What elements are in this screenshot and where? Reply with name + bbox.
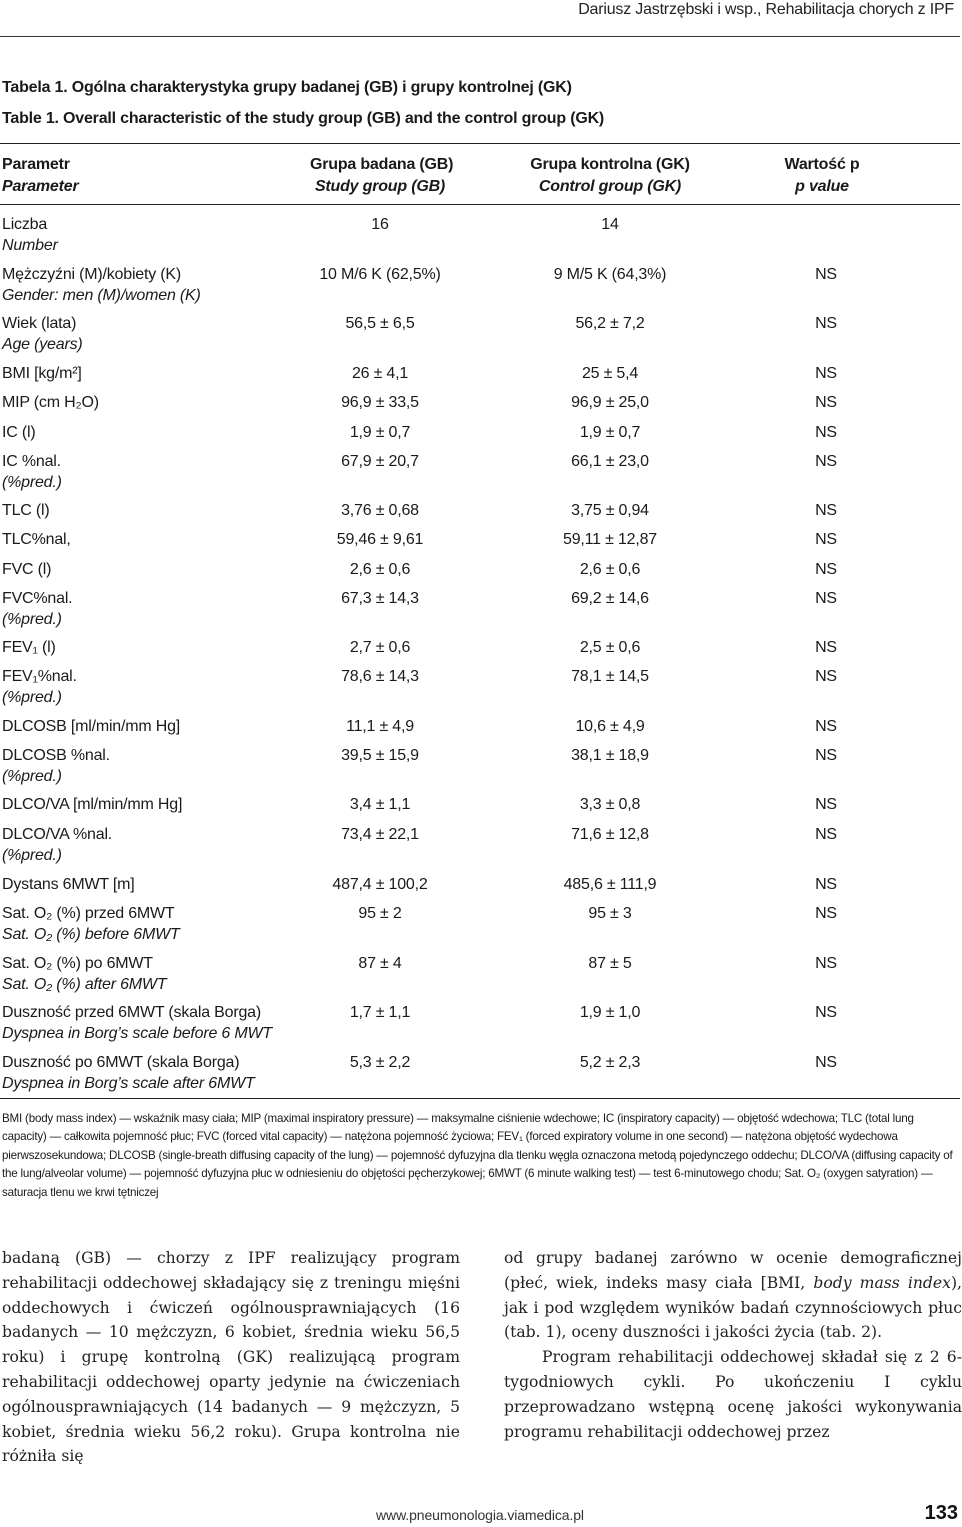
control-group-value: 3,3 ± 0,8 bbox=[579, 796, 641, 813]
column-header-study-group bbox=[310, 154, 454, 198]
param-cell bbox=[2, 313, 322, 355]
control-group-value: 1,9 ± 1,0 bbox=[579, 1004, 641, 1021]
control-group-value: 95 ± 3 bbox=[588, 905, 632, 922]
column-header-p-value bbox=[780, 154, 864, 198]
p-value: NS bbox=[815, 365, 837, 382]
control-group-value: 2,6 ± 0,6 bbox=[579, 561, 641, 578]
param-cell bbox=[2, 451, 322, 493]
param-label-pl: TLC%nal, bbox=[2, 531, 71, 548]
study-group-value: 96,9 ± 33,5 bbox=[341, 394, 419, 411]
body-text: ), jak i pod względem wyników badań czynnościowych płuc (tab. 1), oceny duszności i jakości życia (tab. 2). bbox=[504, 1273, 962, 1342]
param-label-pl: FVC (l) bbox=[2, 561, 52, 578]
column-header-pl: Grupa badana (GB) bbox=[310, 156, 454, 173]
table-caption-en: Table 1. Overall characteristic of the study group (GB) and the control group (GK) bbox=[2, 110, 605, 127]
param-cell bbox=[2, 745, 322, 787]
param-label-en: Sat. O₂ (%) after 6MWT bbox=[2, 976, 167, 993]
table-header-rule bbox=[0, 204, 960, 205]
footer-url[interactable]: www.pneumonologia.viamedica.pl bbox=[376, 1507, 584, 1523]
param-cell bbox=[2, 953, 322, 995]
column-header-en: Study group (GB) bbox=[314, 178, 446, 195]
param-label-pl: DLCOSB [ml/min/mm Hg] bbox=[2, 718, 181, 735]
p-value: NS bbox=[815, 453, 837, 470]
param-cell bbox=[2, 392, 322, 413]
param-cell bbox=[2, 794, 322, 815]
body-text-italic: body mass index bbox=[813, 1273, 951, 1292]
param-cell bbox=[2, 363, 322, 384]
study-group-value: 11,1 ± 4,9 bbox=[346, 718, 414, 735]
control-group-value: 59,11 ± 12,87 bbox=[563, 531, 657, 548]
control-group-value: 1,9 ± 0,7 bbox=[579, 424, 641, 441]
control-group-value: 485,6 ± 111,9 bbox=[563, 876, 657, 893]
control-group-value: 3,75 ± 0,94 bbox=[571, 502, 649, 519]
p-value: NS bbox=[815, 502, 837, 519]
p-value: NS bbox=[815, 531, 837, 548]
control-group-value: 56,2 ± 7,2 bbox=[575, 315, 645, 332]
param-cell bbox=[2, 824, 322, 866]
p-value: NS bbox=[815, 905, 837, 922]
p-value: NS bbox=[815, 796, 837, 813]
control-group-value: 78,1 ± 14,5 bbox=[571, 668, 649, 685]
param-label-pl: BMI [kg/m²] bbox=[2, 365, 82, 382]
study-group-value: 78,6 ± 14,3 bbox=[341, 668, 419, 685]
control-group-value: 96,9 ± 25,0 bbox=[571, 394, 649, 411]
param-label-en: Gender: men (M)/women (K) bbox=[2, 287, 201, 304]
column-header-pl: Parametr bbox=[2, 156, 70, 173]
p-value: NS bbox=[815, 561, 837, 578]
param-cell bbox=[2, 588, 322, 630]
study-group-value: 59,46 ± 9,61 bbox=[336, 531, 424, 548]
p-value: NS bbox=[815, 955, 837, 972]
p-value: NS bbox=[815, 394, 837, 411]
param-label-pl: TLC (l) bbox=[2, 502, 50, 519]
param-cell bbox=[2, 264, 322, 306]
control-group-value: 9 M/5 K (64,3%) bbox=[553, 266, 667, 283]
table-caption-pl: Tabela 1. Ogólna charakterystyka grupy badanej (GB) i grupy kontrolnej (GK) bbox=[2, 79, 572, 96]
control-group-value: 71,6 ± 12,8 bbox=[571, 826, 649, 843]
param-cell bbox=[2, 1002, 322, 1044]
param-label-pl: DLCO/VA %nal. bbox=[2, 826, 113, 843]
page-number: 133 bbox=[924, 1502, 958, 1524]
table-top-rule bbox=[0, 143, 960, 144]
param-label-en: (%pred.) bbox=[2, 689, 62, 706]
param-label-en: (%pred.) bbox=[2, 847, 62, 864]
control-group-value: 2,5 ± 0,6 bbox=[579, 639, 641, 656]
study-group-value: 1,9 ± 0,7 bbox=[349, 424, 411, 441]
param-label-pl: Dystans 6MWT [m] bbox=[2, 876, 135, 893]
param-cell bbox=[2, 559, 322, 580]
control-group-value: 69,2 ± 14,6 bbox=[571, 590, 649, 607]
body-paragraph: Program rehabilitacji oddechowej składał się z 2 6-tygodniowych cykli. Po ukończeniu I cyklu przeprowadzano wstępną ocenę jakości wykonywania programu rehabilitacji oddechowej przez bbox=[504, 1348, 962, 1441]
param-label-en: (%pred.) bbox=[2, 474, 62, 491]
study-group-value: 1,7 ± 1,1 bbox=[349, 1004, 411, 1021]
param-label-en: (%pred.) bbox=[2, 611, 62, 628]
study-group-value: 3,76 ± 0,68 bbox=[341, 502, 419, 519]
column-header-pl: Grupa kontrolna (GK) bbox=[530, 156, 690, 173]
p-value: NS bbox=[815, 266, 837, 283]
study-group-value: 56,5 ± 6,5 bbox=[345, 315, 415, 332]
param-label-pl: Wiek (lata) bbox=[2, 315, 77, 332]
p-value: NS bbox=[815, 718, 837, 735]
body-paragraph: badaną (GB) — chorzy z IPF realizujący program rehabilitacji oddechowej składający się z treningu mięśni oddechowych i ćwiczeń ogólnousprawniających (16 badanych — 10 mężczyzn, 6 kobiet, średnia wieku 56,5 roku) i grupę kontrolną (GK) realizującą program rehabilitacji oddechowej oparty jedynie na ćwiczeniach ogólnousprawniających (14 badanych — 9 mężczyzn, 5 kobiet, średnia wieku 56,2 roku). Grupa kontrolna nie różniła się bbox=[2, 1249, 460, 1466]
p-value: NS bbox=[815, 747, 837, 764]
column-header-pl: Wartość p bbox=[784, 156, 860, 173]
param-cell bbox=[2, 500, 322, 521]
param-label-en: Age (years) bbox=[2, 336, 83, 353]
p-value: NS bbox=[815, 424, 837, 441]
param-label-en: Number bbox=[2, 237, 58, 254]
control-group-value: 38,1 ± 18,9 bbox=[571, 747, 649, 764]
study-group-value: 3,4 ± 1,1 bbox=[349, 796, 411, 813]
column-header-en: p value bbox=[795, 178, 849, 195]
header-title: Rehabilitacja chorych z IPF bbox=[765, 1, 954, 18]
p-value: NS bbox=[815, 668, 837, 685]
study-group-value: 5,3 ± 2,2 bbox=[349, 1054, 411, 1071]
param-label-pl: Sat. O₂ (%) przed 6MWT bbox=[2, 905, 175, 922]
param-label-pl: FEV₁ (l) bbox=[2, 639, 56, 656]
param-cell bbox=[2, 666, 322, 708]
study-group-value: 73,4 ± 22,1 bbox=[341, 826, 419, 843]
table-bottom-rule bbox=[0, 1098, 960, 1099]
p-value: NS bbox=[815, 590, 837, 607]
p-value: NS bbox=[815, 1054, 837, 1071]
control-group-value: 25 ± 5,4 bbox=[581, 365, 639, 382]
control-group-value: 66,1 ± 23,0 bbox=[571, 453, 649, 470]
param-label-pl: FVC%nal. bbox=[2, 590, 73, 607]
running-header bbox=[578, 0, 954, 22]
param-cell bbox=[2, 529, 322, 550]
param-label-pl: Sat. O₂ (%) po 6MWT bbox=[2, 955, 153, 972]
study-group-value: 487,4 ± 100,2 bbox=[332, 876, 428, 893]
param-label-pl: DLCO/VA [ml/min/mm Hg] bbox=[2, 796, 183, 813]
param-label-pl: IC (l) bbox=[2, 424, 36, 441]
control-group-value: 14 bbox=[601, 216, 619, 233]
param-cell bbox=[2, 716, 322, 737]
header-rule bbox=[0, 36, 960, 37]
p-value: NS bbox=[815, 876, 837, 893]
study-group-value: 16 bbox=[371, 216, 389, 233]
control-group-value: 5,2 ± 2,3 bbox=[579, 1054, 641, 1071]
param-label-pl: MIP (cm H₂O) bbox=[2, 394, 99, 411]
body-column-right bbox=[504, 1246, 962, 1444]
column-header-parameter bbox=[2, 154, 78, 198]
param-label-pl: IC %nal. bbox=[2, 453, 61, 470]
study-group-value: 10 M/6 K (62,5%) bbox=[319, 266, 441, 283]
study-group-value: 67,3 ± 14,3 bbox=[341, 590, 419, 607]
param-label-pl: Mężczyźni (M)/kobiety (K) bbox=[2, 266, 182, 283]
param-label-pl: DLCOSB %nal. bbox=[2, 747, 110, 764]
study-group-value: 67,9 ± 20,7 bbox=[341, 453, 419, 470]
control-group-value: 87 ± 5 bbox=[588, 955, 632, 972]
column-header-en: Control group (GK) bbox=[538, 178, 682, 195]
header-authors: Dariusz Jastrzębski i wsp., bbox=[578, 1, 762, 18]
param-label-pl: Duszność przed 6MWT (skala Borga) bbox=[2, 1004, 261, 1021]
param-cell bbox=[2, 1052, 322, 1094]
study-group-value: 26 ± 4,1 bbox=[351, 365, 409, 382]
body-column-left bbox=[2, 1246, 460, 1469]
p-value: NS bbox=[815, 315, 837, 332]
param-label-en: (%pred.) bbox=[2, 768, 62, 785]
param-cell bbox=[2, 214, 322, 256]
param-label-en: Dyspnea in Borg’s scale before 6 MWT bbox=[2, 1025, 272, 1042]
column-header-control-group bbox=[520, 154, 700, 198]
study-group-value: 2,7 ± 0,6 bbox=[349, 639, 411, 656]
param-label-pl: Duszność po 6MWT (skala Borga) bbox=[2, 1054, 240, 1071]
param-cell bbox=[2, 903, 322, 945]
p-value: NS bbox=[815, 639, 837, 656]
param-cell bbox=[2, 422, 322, 443]
param-label-pl: Liczba bbox=[2, 216, 48, 233]
param-cell bbox=[2, 637, 322, 658]
body-paragraph bbox=[504, 1246, 962, 1345]
p-value: NS bbox=[815, 826, 837, 843]
study-group-value: 2,6 ± 0,6 bbox=[349, 561, 411, 578]
study-group-value: 87 ± 4 bbox=[358, 955, 402, 972]
table-footnote: BMI (body mass index) — wskaźnik masy ciała; MIP (maximal inspiratory pressure) — maksymalne ciśnienie wdechowe; IC (inspiratory capacity) — objętość wdechowa; TLC (total lung capacity) — całkowita pojemność płuc; FVC (forced vital capacity) — natężona pojemność życiowa; FEV₁ (forced expiratory volume in one second) — natężona objętość wydechowa pierwszosekundowa; DLCOSB (single-breath diffusing capacity of the lung) — pojemność dyfuzyjna dla tlenku węgla oznaczona metodą pojedynczego oddechu; DLCO/VA (diffusing capacity of the lung/alveolar volume) — pojemność dyfuzyjna płuc w odniesieniu do objętości pęcherzykowej; 6MWT (6 minute walking test) — test 6-minutowego chodu; Sat. O₂ (oxygen satyration) — saturacja tlenu we krwi tętniczej bbox=[2, 1112, 953, 1199]
p-value: NS bbox=[815, 1004, 837, 1021]
param-label-en: Dyspnea in Borg’s scale after 6MWT bbox=[2, 1075, 255, 1092]
column-header-en: Parameter bbox=[2, 178, 79, 195]
control-group-value: 10,6 ± 4,9 bbox=[575, 718, 645, 735]
body-text: od grupy badanej zarówno w ocenie demograficznej (płeć, wiek, indeks masy ciała [BMI, bbox=[504, 1249, 962, 1292]
param-cell bbox=[2, 874, 322, 895]
param-label-en: Sat. O₂ (%) before 6MWT bbox=[2, 926, 180, 943]
study-group-value: 95 ± 2 bbox=[358, 905, 402, 922]
param-label-pl: FEV₁%nal. bbox=[2, 668, 77, 685]
study-group-value: 39,5 ± 15,9 bbox=[341, 747, 419, 764]
